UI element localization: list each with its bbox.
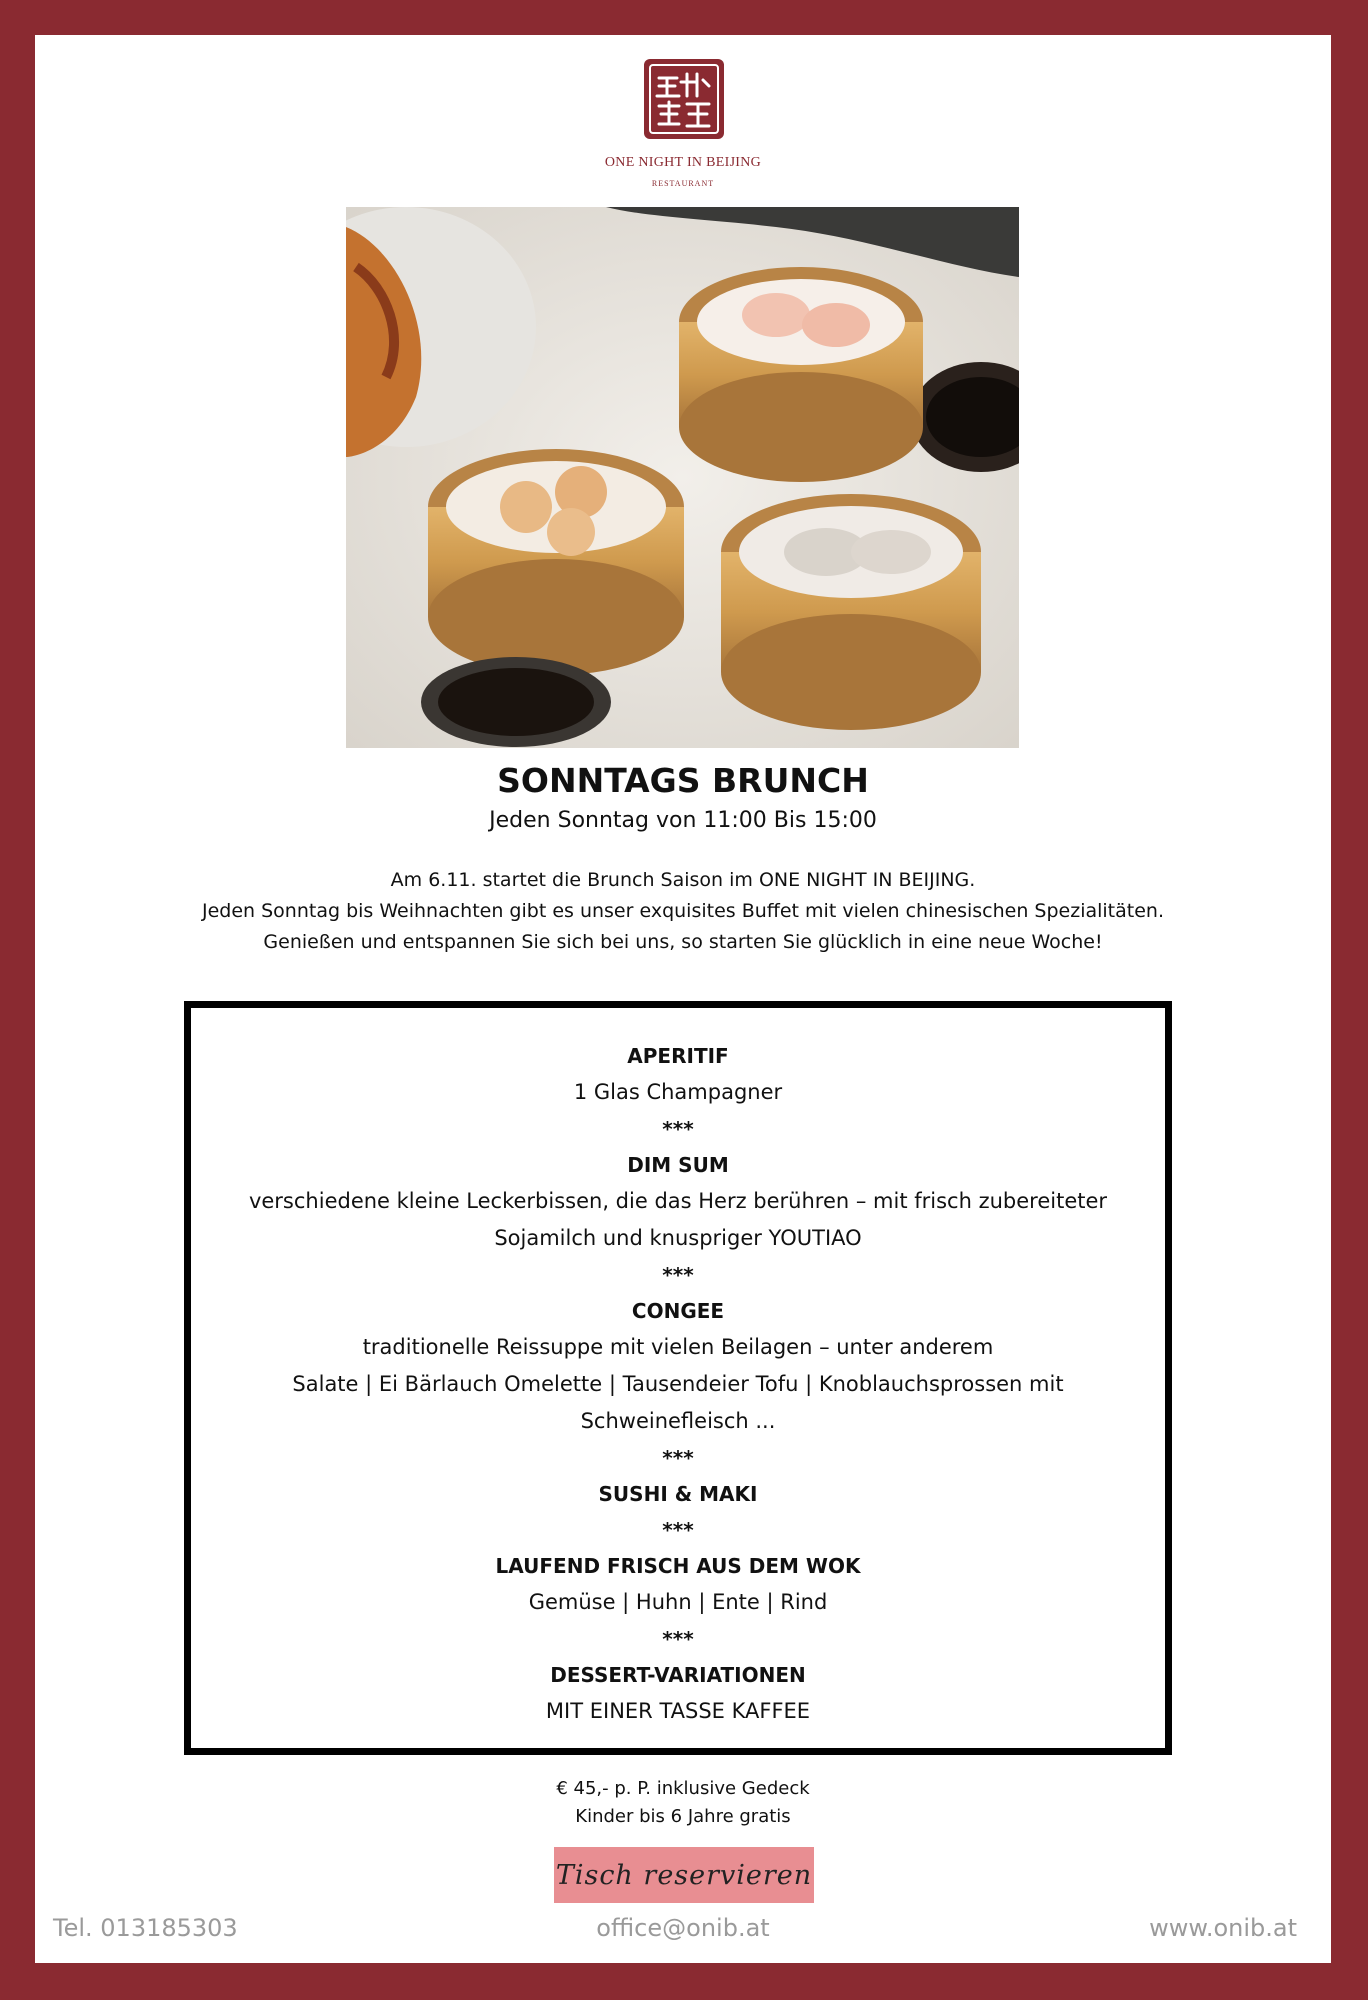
menu-list xyxy=(191,1038,1165,1730)
menu-heading-wok: LAUFEND FRISCH AUS DEM WOK xyxy=(495,1554,861,1578)
menu-separator: *** xyxy=(662,1627,694,1651)
price-text: € 45,- p. P. inklusive Gedeck xyxy=(556,1778,810,1799)
menu-desc-congee-sides: Salate | Ei Bärlauch Omelette | Tausendeier Tofu | Knoblauchsprossen mit Schweinefleisch ... xyxy=(292,1372,1064,1433)
reserve-table-button[interactable]: Tisch reservieren xyxy=(554,1847,814,1903)
menu-desc-congee: traditionelle Reissuppe mit vielen Beilagen – unter anderem xyxy=(362,1335,994,1359)
restaurant-logo-icon xyxy=(641,56,727,142)
menu-heading-congee: CONGEE xyxy=(631,1299,725,1323)
kids-text: Kinder bis 6 Jahre gratis xyxy=(575,1806,791,1827)
menu-separator: *** xyxy=(662,1518,694,1542)
restaurant-subtitle: RESTAURANT xyxy=(651,179,715,188)
menu-separator: *** xyxy=(662,1263,694,1287)
brunch-hours: Jeden Sonntag von 11:00 Bis 15:00 xyxy=(489,808,877,833)
footer-email[interactable]: office@onib.at xyxy=(596,1914,770,1942)
intro-text xyxy=(185,865,1181,958)
page-title: SONNTAGS BRUNCH xyxy=(497,761,869,800)
menu-desc-dimsum: verschiedene kleine Leckerbissen, die das Herz berühren – mit frisch zubereiteter Sojamilch und knuspriger YOUTIAO xyxy=(248,1189,1108,1250)
menu-heading-dessert: DESSERT-VARIATIONEN xyxy=(550,1663,806,1687)
restaurant-name: ONE NIGHT IN BEIJING xyxy=(604,155,762,170)
menu-desc-wok: Gemüse | Huhn | Ente | Rind xyxy=(528,1590,828,1614)
pricing xyxy=(35,1775,1331,1831)
menu-desc-aperitif: 1 Glas Champagner xyxy=(573,1080,783,1104)
menu-heading-sushi: SUSHI & MAKI xyxy=(598,1482,758,1506)
footer-website[interactable]: www.onib.at xyxy=(1149,1914,1297,1942)
footer-phone[interactable]: Tel. 013185303 xyxy=(53,1914,238,1942)
menu-desc-dessert: MIT EINER TASSE KAFFEE xyxy=(545,1699,811,1723)
flyer-sheet xyxy=(35,35,1331,1963)
menu-separator: *** xyxy=(662,1446,694,1470)
intro-line: Jeden Sonntag bis Weihnachten gibt es unser exquisites Buffet mit vielen chinesischen Spezialitäten. xyxy=(201,900,1164,922)
menu-separator: *** xyxy=(662,1117,694,1141)
intro-line: Am 6.11. startet die Brunch Saison im ONE NIGHT IN BEIJING. xyxy=(390,869,976,891)
menu-heading-dimsum: DIM SUM xyxy=(627,1153,729,1177)
dim-sum-baskets-photo xyxy=(346,207,1019,748)
menu-box xyxy=(184,1001,1172,1755)
intro-line: Genießen und entspannen Sie sich bei uns, so starten Sie glücklich in eine neue Woche! xyxy=(263,931,1103,953)
menu-heading-aperitif: APERITIF xyxy=(627,1044,729,1068)
